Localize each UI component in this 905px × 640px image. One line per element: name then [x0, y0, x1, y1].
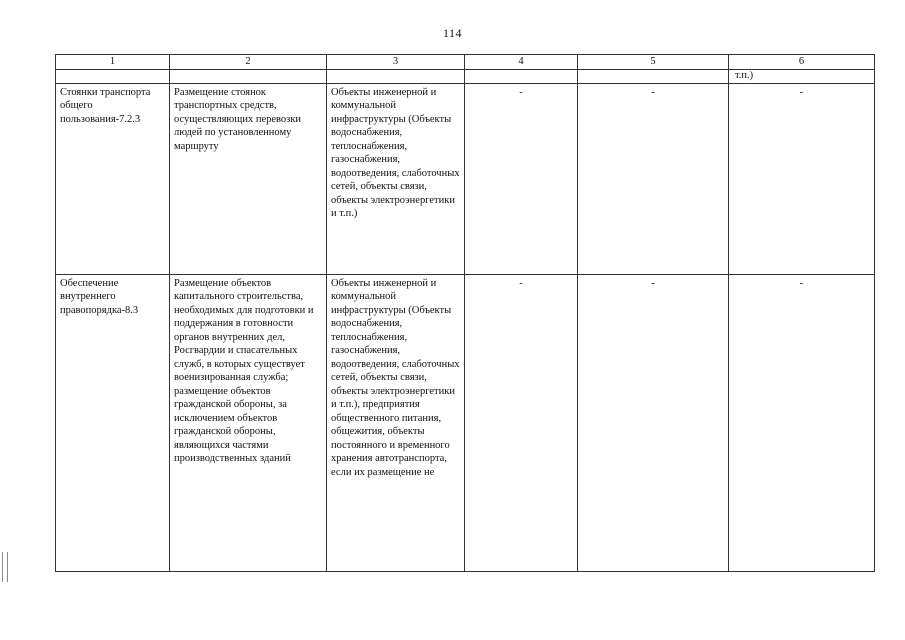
permitted-objects-cell: [327, 274, 465, 571]
param-cell-5: -: [578, 274, 729, 571]
land-use-type-cell: Обеспечение внутреннего правопорядка-8.3: [56, 274, 170, 571]
column-header-5: 5: [578, 55, 729, 70]
permitted-objects-cell: Объекты инженерной и коммунальной инфраструктуры (Объекты водоснабжения, теплоснабжения, газоснабжения, водоотведения, слаботочных сетей, объекты связи, объекты электроэнергетики и т.п.): [327, 83, 465, 274]
continuation-cell-2: [170, 69, 327, 83]
column-header-4: 4: [465, 55, 578, 70]
land-use-type-cell: Стоянки транспорта общего пользования-7.2.3: [56, 83, 170, 274]
permitted-objects-text: Объекты инженерной и коммунальной инфраструктуры (Объекты водоснабжения, теплоснабжения, газоснабжения, водоотведения, слаботочных сетей, объекты связи, объекты электроэнергетики и т.п.), предприятия общественного питания, общежития, объекты постоянного и временного хранения автотранспорта, если их размещение не: [331, 277, 460, 478]
param-cell-6: -: [729, 274, 875, 571]
table-row: [56, 83, 875, 274]
continuation-cell-3: [327, 69, 465, 83]
column-header-2: 2: [170, 55, 327, 70]
continuation-cell-6: т.п.): [729, 69, 875, 83]
description-cell: Размещение стоянок транспортных средств, осуществляющих перевозки людей по установленному маршруту: [170, 83, 327, 274]
param-cell-6: -: [729, 83, 875, 274]
param-cell-5: -: [578, 83, 729, 274]
scan-margin-mark: [2, 552, 8, 582]
continuation-cell-4: [465, 69, 578, 83]
param-cell-4: -: [465, 83, 578, 274]
description-cell: Размещение объектов капитального строительства, необходимых для подготовки и поддержания в готовности органов внутренних дел, Росгвардии и спасательных служб, в которых существует военизированная служба; размещение объектов гражданской обороны, за исключением объектов гражданской обороны, являющихся частями производственных зданий: [170, 274, 327, 571]
table-row: [56, 274, 875, 571]
header-row: [56, 55, 875, 70]
column-header-1: 1: [56, 55, 170, 70]
continuation-cell-1: [56, 69, 170, 83]
continuation-cell-5: [578, 69, 729, 83]
document-table: [55, 54, 875, 572]
column-header-6: 6: [729, 55, 875, 70]
continuation-row: [56, 69, 875, 83]
page-number: 114: [442, 26, 463, 40]
column-header-3: 3: [327, 55, 465, 70]
param-cell-4: -: [465, 274, 578, 571]
